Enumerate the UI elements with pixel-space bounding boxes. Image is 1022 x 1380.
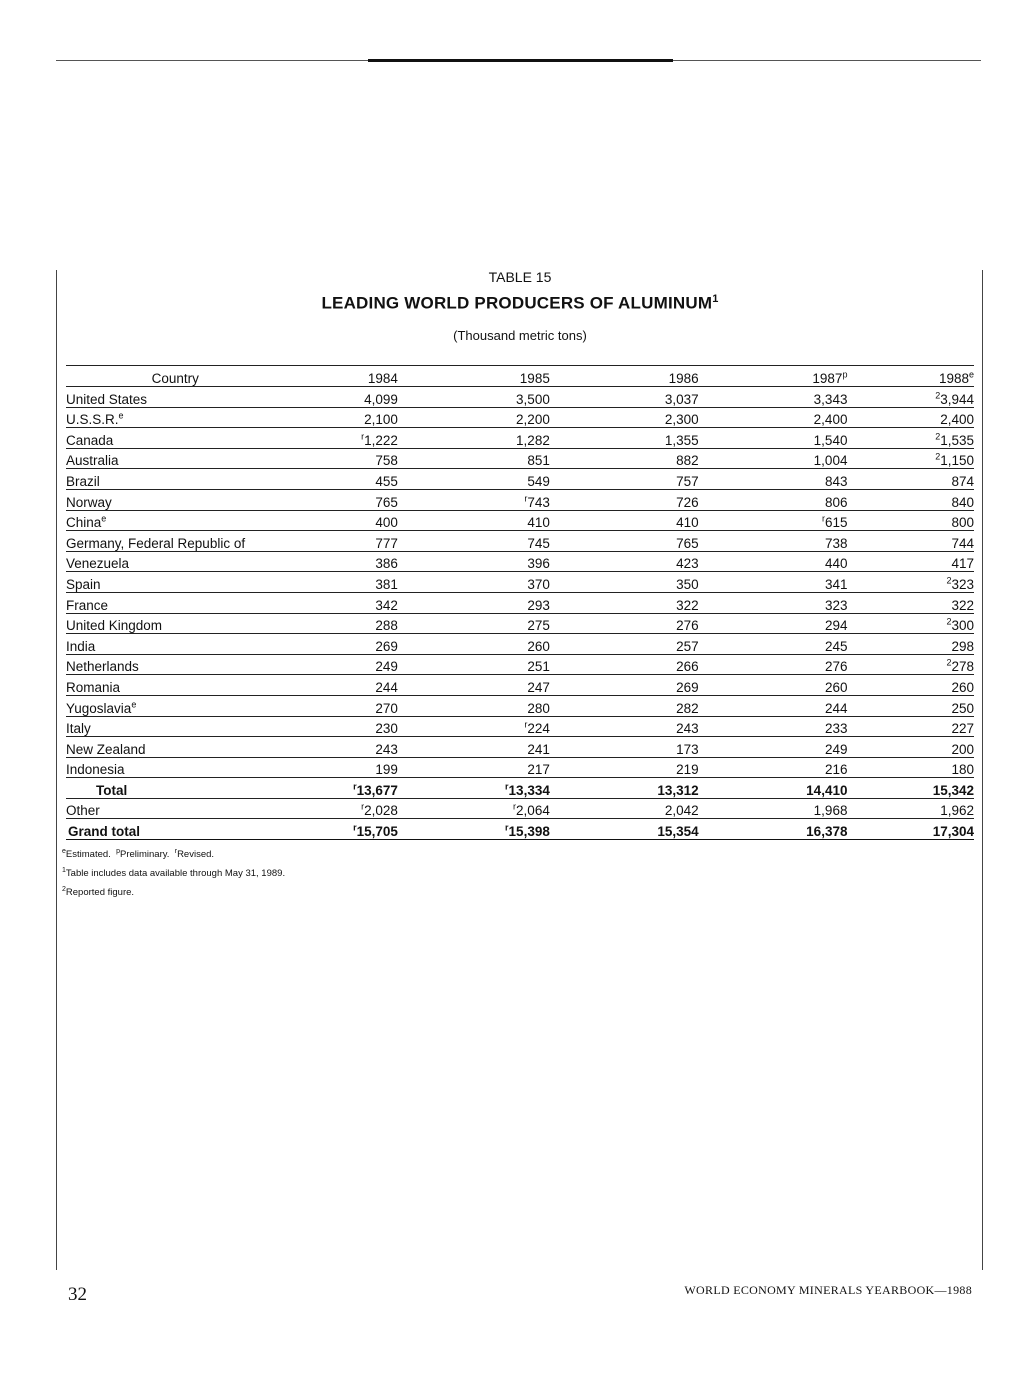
cell-country: Spain — [66, 572, 284, 593]
country-mark: e — [101, 513, 107, 524]
value-mark: r — [513, 801, 517, 812]
cell-value: 757 — [580, 469, 729, 490]
table-row — [66, 695, 974, 716]
cell-country: Germany, Federal Republic of — [66, 531, 284, 552]
cell-value: 14,410 — [729, 778, 878, 799]
cell-value: 806 — [729, 489, 878, 510]
cell-value: $^2$323 — [877, 572, 974, 593]
value-mark: 2 — [946, 616, 952, 627]
cell-value: $^2$1,535 — [877, 428, 974, 449]
cell-country: Venezuela — [66, 551, 284, 572]
cell-value: 549 — [428, 469, 580, 490]
cell-value: 2,100 — [284, 407, 427, 428]
cell-value: 851 — [428, 448, 580, 469]
cell-value: 4,099 — [284, 387, 427, 408]
cell-value: 745 — [428, 531, 580, 552]
cell-value: 455 — [284, 469, 427, 490]
header-1988: 1988e — [938, 369, 974, 386]
header-1987-mark: p — [842, 369, 848, 380]
cell-value: 800 — [877, 510, 974, 531]
header-country: Country — [151, 371, 199, 386]
cell-value: 249 — [729, 737, 878, 758]
cell-value: 233 — [729, 716, 878, 737]
cell-value: 765 — [284, 489, 427, 510]
cell-value: 275 — [428, 613, 580, 634]
cell-value: 241 — [428, 737, 580, 758]
header-1987: 1987$^p$ — [812, 369, 848, 386]
cell-value: 843 — [729, 469, 878, 490]
cell-value: 386 — [284, 551, 427, 572]
cell-value: $^2$1,150 — [877, 448, 974, 469]
cell-value: $^r$13,334 — [428, 778, 580, 799]
table-row — [66, 489, 974, 510]
table-row — [66, 634, 974, 655]
cell-value: 16,378 — [729, 819, 878, 840]
cell-value: 249 — [284, 654, 427, 675]
cell-country: Other — [66, 798, 284, 819]
cell-value: 2,200 — [428, 407, 580, 428]
cell-value: 282 — [580, 695, 729, 716]
cell-value: 2,300 — [580, 407, 729, 428]
cell-value: 777 — [284, 531, 427, 552]
cell-value: 243 — [284, 737, 427, 758]
value-mark: r — [353, 781, 357, 792]
table-row — [66, 592, 974, 613]
cell-value: $^r$224 — [428, 716, 580, 737]
cell-value: $^2$3,944 — [877, 387, 974, 408]
cell-value: 293 — [428, 592, 580, 613]
cell-value: $^r$15,705 — [284, 819, 427, 840]
cell-value: 323 — [729, 592, 878, 613]
cell-value: 342 — [284, 592, 427, 613]
table-title: LEADING WORLD PRODUCERS OF ALUMINUM$^1$ — [321, 293, 719, 313]
cell-value: 230 — [284, 716, 427, 737]
table-row — [66, 407, 974, 428]
cell-value: 173 — [580, 737, 729, 758]
cell-country: Yugoslavia$^e$ — [66, 695, 284, 716]
table-row — [66, 469, 974, 490]
table-row — [66, 448, 974, 469]
cell-country: France — [66, 592, 284, 613]
table-row — [66, 737, 974, 758]
cell-value: 882 — [580, 448, 729, 469]
cell-value: 15,354 — [580, 819, 729, 840]
table-row — [66, 531, 974, 552]
value-mark: 2 — [935, 431, 941, 442]
cell-value: $^r$15,398 — [428, 819, 580, 840]
cell-value: 280 — [428, 695, 580, 716]
table-row — [66, 510, 974, 531]
value-mark: r — [353, 822, 357, 833]
producers-table — [66, 365, 974, 840]
value-mark: r — [821, 513, 825, 524]
cell-country: Total — [66, 778, 284, 799]
cell-value: 410 — [428, 510, 580, 531]
cell-value: 322 — [580, 592, 729, 613]
value-mark: r — [524, 719, 528, 730]
table-row — [66, 757, 974, 778]
cell-country: China$^e$ — [66, 510, 284, 531]
cell-value: 257 — [580, 634, 729, 655]
cell-value: 260 — [877, 675, 974, 696]
page-number: 32 — [68, 1284, 87, 1305]
cell-value: 1,540 — [729, 428, 878, 449]
cell-value: $^2$300 — [877, 613, 974, 634]
table-row — [66, 675, 974, 696]
cell-value: 15,342 — [877, 778, 974, 799]
cell-value: 244 — [284, 675, 427, 696]
table-row — [66, 572, 974, 593]
footnotes — [62, 844, 285, 901]
table-body — [66, 387, 974, 840]
value-mark: 2 — [946, 657, 952, 668]
cell-country: U.S.S.R.$^e$ — [66, 407, 284, 428]
cell-value: 2,400 — [877, 407, 974, 428]
cell-value: 13,312 — [580, 778, 729, 799]
cell-value: 410 — [580, 510, 729, 531]
top-rule-thick — [368, 59, 673, 62]
cell-value: 288 — [284, 613, 427, 634]
cell-value: 276 — [580, 613, 729, 634]
table-row — [66, 798, 974, 819]
cell-value: $^r$2,064 — [428, 798, 580, 819]
table-row — [66, 551, 974, 572]
header-1985: 1985 — [519, 371, 550, 386]
cell-value: 396 — [428, 551, 580, 572]
cell-value: $^r$13,677 — [284, 778, 427, 799]
value-mark: r — [361, 431, 365, 442]
cell-value: 423 — [580, 551, 729, 572]
table-row — [66, 428, 974, 449]
cell-country: Grand total — [66, 819, 284, 840]
cell-value: 440 — [729, 551, 878, 572]
cell-value: 1,962 — [877, 798, 974, 819]
cell-value: 370 — [428, 572, 580, 593]
cell-value: 216 — [729, 757, 878, 778]
footnote-2: $^2$Reported figure. — [62, 886, 135, 899]
cell-value: 738 — [729, 531, 878, 552]
header-row — [66, 366, 974, 387]
cell-value: 199 — [284, 757, 427, 778]
cell-value: 726 — [580, 489, 729, 510]
value-mark: r — [524, 493, 528, 504]
cell-value: 2,042 — [580, 798, 729, 819]
value-mark: r — [361, 801, 365, 812]
cell-value: 3,037 — [580, 387, 729, 408]
cell-value: 758 — [284, 448, 427, 469]
cell-value: $^r$615 — [729, 510, 878, 531]
country-mark: e — [131, 699, 137, 709]
cell-value: 765 — [580, 531, 729, 552]
cell-country: Australia — [66, 448, 284, 469]
cell-value: 417 — [877, 551, 974, 572]
table-row — [66, 778, 974, 799]
cell-value: $^r$1,222 — [284, 428, 427, 449]
cell-value: 227 — [877, 716, 974, 737]
cell-value: 247 — [428, 675, 580, 696]
cell-country: Netherlands — [66, 654, 284, 675]
cell-value: 874 — [877, 469, 974, 490]
cell-value: 2,400 — [729, 407, 878, 428]
value-mark: 2 — [935, 390, 941, 401]
cell-value: 269 — [284, 634, 427, 655]
cell-value: $^r$743 — [428, 489, 580, 510]
cell-country: Brazil — [66, 469, 284, 490]
cell-value: 250 — [877, 695, 974, 716]
table-row — [66, 819, 974, 840]
cell-value: 244 — [729, 695, 878, 716]
value-mark: 2 — [946, 575, 952, 586]
table-label: TABLE 15 — [488, 269, 552, 285]
cell-country: Norway — [66, 489, 284, 510]
cell-value: 3,500 — [428, 387, 580, 408]
cell-value: $^2$278 — [877, 654, 974, 675]
cell-country: Italy — [66, 716, 284, 737]
cell-value: 381 — [284, 572, 427, 593]
cell-value: 744 — [877, 531, 974, 552]
table-row — [66, 716, 974, 737]
header-1988-mark: e — [968, 369, 974, 380]
cell-value: 200 — [877, 737, 974, 758]
cell-value: 3,343 — [729, 387, 878, 408]
cell-value: 276 — [729, 654, 878, 675]
cell-value: 400 — [284, 510, 427, 531]
right-margin-line — [982, 270, 983, 1270]
cell-country: India — [66, 634, 284, 655]
value-mark: r — [505, 822, 509, 833]
table-units: (Thousand metric tons) — [453, 328, 587, 343]
table-row — [66, 387, 974, 408]
cell-value: 322 — [877, 592, 974, 613]
cell-value: 260 — [729, 675, 878, 696]
cell-value: 1,282 — [428, 428, 580, 449]
cell-value: 1,004 — [729, 448, 878, 469]
cell-value: 180 — [877, 757, 974, 778]
cell-value: 243 — [580, 716, 729, 737]
cell-value: 1,968 — [729, 798, 878, 819]
cell-value: 298 — [877, 634, 974, 655]
running-title: WORLD ECONOMY MINERALS YEARBOOK—1988 — [684, 1283, 972, 1297]
value-mark: 2 — [935, 451, 941, 462]
cell-value: 260 — [428, 634, 580, 655]
cell-value: 294 — [729, 613, 878, 634]
cell-country: Canada — [66, 428, 284, 449]
left-margin-line — [56, 270, 57, 1270]
cell-country: Romania — [66, 675, 284, 696]
country-mark: e — [118, 410, 124, 421]
header-1986: 1986 — [668, 371, 699, 386]
value-mark: r — [505, 781, 509, 792]
cell-country: Indonesia — [66, 757, 284, 778]
footnote-1: $^1$Table includes data available through May 31, 1989. — [62, 867, 286, 880]
cell-value: 341 — [729, 572, 878, 593]
cell-value: $^r$2,028 — [284, 798, 427, 819]
cell-value: 219 — [580, 757, 729, 778]
cell-value: 266 — [580, 654, 729, 675]
cell-value: 217 — [428, 757, 580, 778]
table-row — [66, 654, 974, 675]
cell-value: 17,304 — [877, 819, 974, 840]
title-footnote-mark: 1 — [712, 293, 719, 305]
cell-value: 251 — [428, 654, 580, 675]
table-row — [66, 613, 974, 634]
cell-value: 270 — [284, 695, 427, 716]
cell-country: United States — [66, 387, 284, 408]
cell-country: United Kingdom — [66, 613, 284, 634]
cell-country: New Zealand — [66, 737, 284, 758]
footnote-marks-line: $^e$Estimated. $^p$Preliminary. $^r$Revised. — [62, 848, 215, 861]
cell-value: 1,355 — [580, 428, 729, 449]
cell-value: 269 — [580, 675, 729, 696]
cell-value: 245 — [729, 634, 878, 655]
cell-value: 350 — [580, 572, 729, 593]
header-1984: 1984 — [367, 371, 398, 386]
cell-value: 840 — [877, 489, 974, 510]
